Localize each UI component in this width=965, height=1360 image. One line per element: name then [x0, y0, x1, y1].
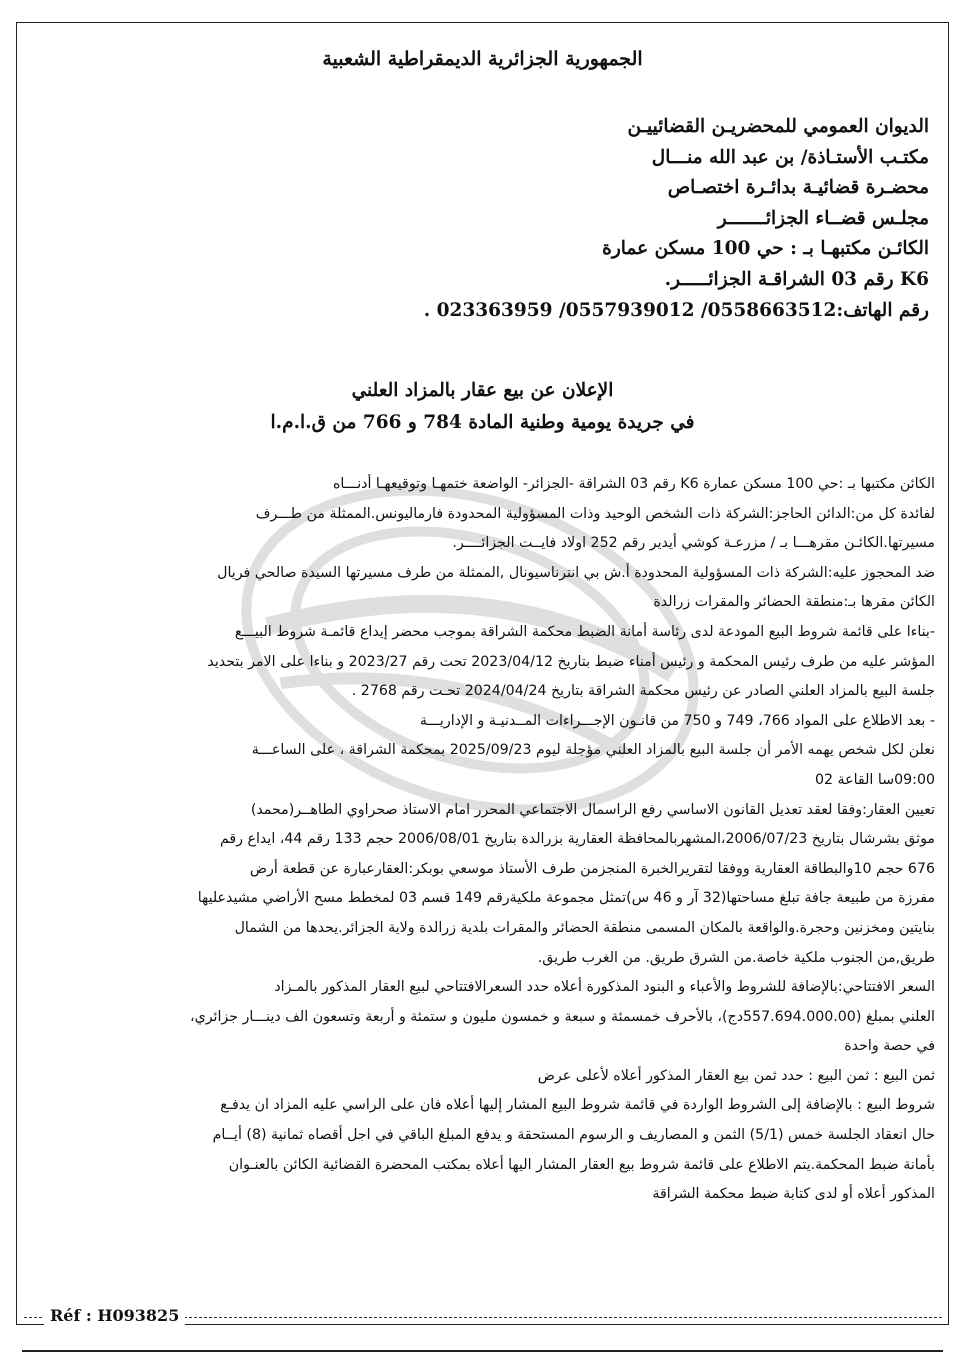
text-line: 09:00سا القاعة 02 [814, 771, 935, 788]
paragraph [30, 559, 935, 618]
text-line: بنايتين ومخزنين وحجرة.والواقعة بالمكان المسمى منطقة الحضائر والمقرات بلدية زرالدة ولاية الجزائر.يحدها من الشمال [234, 919, 935, 936]
paragraph [30, 618, 935, 736]
header-line: محضـرة قضائيـة بدائـرة اختصـاص [667, 177, 929, 199]
announcement-title: الإعلان عن بيع عقار بالمزاد العلني [351, 380, 614, 401]
text-line: بأمانة ضبط المحكمة.يتم الاطلاع على قائمة شروط بيع العقار المشار اليها أعلاه بمكتب المحضرة القضائية الكائن بالعنـوان [228, 1156, 935, 1173]
text-line: السعر الافتتاحي:بالإضافة للشروط والأعباء و البنود المذكورة أعلاه حدد السعرالافتتاحي لبيع العقار المذكور بالمـزاد [274, 979, 935, 996]
text-line: المؤشر عليه من طرف رئيس المحكمة و رئيس أمناء ضبط بتاريخ 2023/04/12 تحت رقم 2023/27 و بناءا على الامر بتحديد [207, 653, 935, 670]
announcement-subtitle: في جريدة يومية وطنية المادة 784 و 766 من ق.ا.م.ا [270, 412, 695, 433]
text-line: 676 حجم 10والبطاقة العقارية ووفقا لتقريرالخبرة المنجزمن طرف الأستاذ موسعي بوبكر:العقارعبارة عن قطعة أرض [249, 860, 935, 877]
paragraph [30, 500, 935, 559]
republic-title: الجمهورية الجزائرية الديمقراطية الشعبية [322, 48, 643, 70]
text-line: شروط البيع : بالإضافة إلى الشروط الواردة في قائمة شروط البيع المشار إليها أعلاه فان على الراسي عليه المزاد ان يدفـع [220, 1097, 935, 1114]
paragraph [30, 1091, 935, 1209]
paragraph [30, 1062, 935, 1092]
office-header [329, 112, 929, 326]
text-line: ضد المحجوز عليه:الشركة ذات المسؤولية المحدودة أ.ش بي انترناسيونال ,الممثلة من طرف مسيرتها السيدة صالحي فريال [217, 564, 935, 581]
reference-row [24, 1306, 942, 1330]
announcement-title-block [0, 375, 965, 439]
text-line: في حصة واحدة [844, 1038, 935, 1055]
text-line: العلني بمبلغ (557.694.000.00دج)، بالأحرف خمسمئة و سبعة و خمسون مليون و ستمئة و أربعة وتسعون الف دينـــار جزائري، [190, 1008, 935, 1025]
paragraph [30, 736, 935, 795]
paragraph [30, 973, 935, 1062]
text-line: موثق بشرشال بتاريخ 2006/07/23،المشهربالمحافظة العقارية بزرالدة بتاريخ 2006/08/01 حجم 133 رقم 44، ايداع رقم [219, 831, 935, 848]
text-line: الكائن مكتبها بـ :حي 100 مسكن عمارة K6 رقم 03 الشراقة -الجزائر- الواضعة ختمهـا وتوقيعهـا أدنـــاه [332, 476, 935, 492]
text-line: المذكور أعلاه أو لدى كتابة ضبط محكمة الشراقة [652, 1186, 935, 1203]
text-line: مفرزة من طبيعة جافة تبلغ مساحتها(32 آر و 46 س)تمثل مجموعة ملكيةرقم 149 قسم 03 لمخطط مسح الأراضي مشيدعليها [197, 890, 935, 907]
paragraph [30, 796, 935, 974]
announcement-body [30, 470, 935, 1210]
text-line: جلسة البيع بالمزاد العلني الصادر عن رئيس محكمة الشراقة بتاريخ 2024/04/24 تحـت رقم 2768 . [351, 683, 935, 700]
text-line: طريق,من الجنوب ملكية خاصة.من الشرق طريق. من الغرب طريق. [537, 949, 935, 966]
text-line: تعيين العقار:وفقا لعقد تعديل القانون الاساسي رفع الراسمال الاجتماعي المحرر امام الاستاذ صحراوي الطاهــر(محمد) [250, 801, 935, 818]
text-line: -بناءا على قائمة شروط البيع المودعة لدى رئاسة أمانة الضبط محكمة الشراقة بموجب محضر إيداع قائمـة شروط البيـــع [234, 623, 935, 640]
text-line: لفائدة كل من:الدائن الحاجز:الشركة ذات الشخص الوحيد وذات المسؤولية المحدودة فارماليونس.الممثلة من طـــرف [255, 505, 935, 522]
text-line: الكائن مقرها بـ:منطقة الحضائر والمقرات زرالدة [653, 594, 935, 611]
text-line: - بعد الاطلاع على المواد 766، 749 و 750 من قانـون الإجـــراءات المــدنيـة و الإداريـــة [419, 712, 935, 729]
header-line: الكائـن مكتبهـا بـ : حي 100 مسكن عمارة [602, 238, 929, 260]
header-line: مجلـس قضــاء الجزائـــــــر [717, 207, 929, 229]
header-line: الديوان العمومي للمحضريـن القضائييـن [627, 116, 929, 137]
text-line: ثمن البيع : ثمن البيع : حدد ثمن بيع العقار المذكور أعلاه لأعلى عرض [537, 1067, 935, 1084]
paragraph [30, 470, 935, 500]
text-line: مسيرتها.الكائـن مقرهـــا بـ / مزرعـة كوشي أيدير رقم 252 اولاد فايــت الجزائــــر. [452, 535, 935, 552]
text-line: حال انعقاد الجلسة خمس (5/1) الثمن و المصاريف و الرسوم المستحقة و يدفع المبلغ الباقي في اجل أقصاه ثمانية (8) أيــام [212, 1127, 935, 1144]
reference-number: Réf : H093825 [44, 1306, 185, 1325]
phone-line: رقم الهاتف:0558663512/ 0557939012/ 023363959 . [423, 299, 929, 321]
header-line: K6 رقم 03 الشراقـة الجزائـــــر. [664, 268, 929, 290]
header-line: مكتـب الأستـاذة/ بن عبد الله منـــال [651, 146, 929, 168]
text-line: نعلن لكل شخص يهمه الأمر أن جلسة البيع بالمزاد العلني مؤجلة ليوم 2025/09/23 بمحكمة الشراقة ، على الساعـــة [251, 742, 935, 759]
bottom-divider [22, 1350, 943, 1352]
